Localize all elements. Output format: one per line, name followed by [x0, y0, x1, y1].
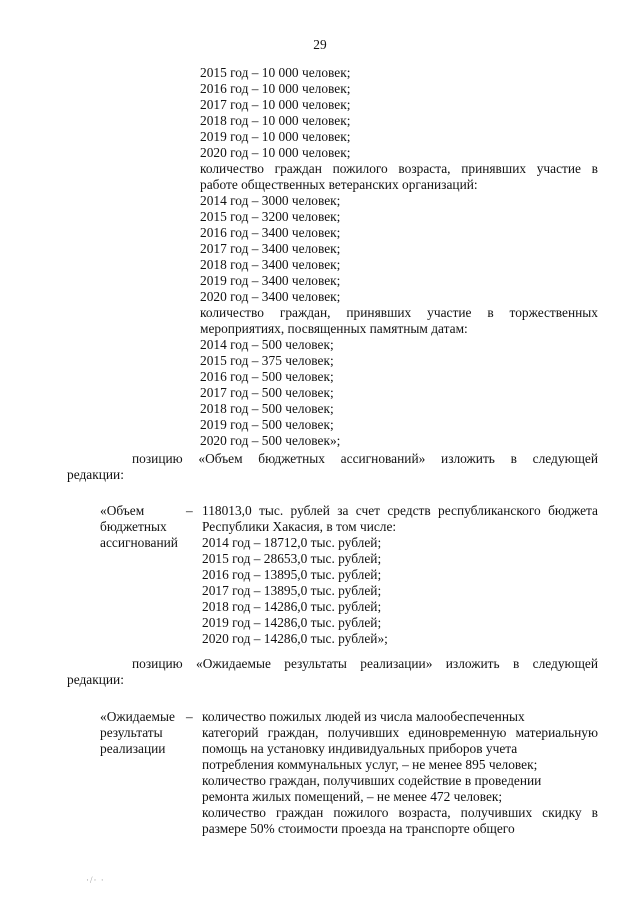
list-item: 2018 год – 500 человек; [200, 401, 334, 416]
table-dash: – [186, 709, 193, 724]
content-line: количество граждан пожилого возраста, получивших скидку в [202, 805, 598, 820]
label-line: «Ожидаемые [100, 709, 175, 724]
list-item: 2015 год – 3200 человек; [200, 209, 341, 224]
paragraph-line: редакции: [67, 467, 124, 482]
list-item: 2016 год – 500 человек; [200, 369, 334, 384]
list-item: 2017 год – 3400 человек; [200, 241, 341, 256]
paragraph-line: количество граждан пожилого возраста, принявших участие в [200, 161, 598, 176]
list-item: 2015 год – 375 человек; [200, 353, 334, 368]
content-line: 2019 год – 14286,0 тыс. рублей; [202, 615, 382, 630]
list-item: 2019 год – 500 человек; [200, 417, 334, 432]
list-block-3 [200, 305, 598, 449]
label-line: реализации [100, 741, 166, 756]
list-item: 2019 год – 10 000 человек; [200, 129, 351, 144]
content-line: 2020 год – 14286,0 тыс. рублей»; [202, 631, 388, 646]
table-content [202, 503, 598, 647]
paragraph-line: количество граждан, принявших участие в торжественных [200, 305, 598, 320]
page-number: 29 [313, 37, 327, 52]
content-line: потребления коммунальных услуг, – не менее 895 человек; [202, 757, 538, 772]
content-line: категорий граждан, получивших единовременную материальную [202, 725, 598, 740]
label-line: «Объем [100, 503, 145, 518]
label-line: ассигнований [100, 535, 178, 550]
label-line: бюджетных [100, 519, 167, 534]
content-line: 2017 год – 13895,0 тыс. рублей; [202, 583, 382, 598]
content-line: Республики Хакасия, в том числе: [202, 519, 397, 534]
content-line: помощь на установку индивидуальных приборов учета [202, 741, 518, 756]
content-line: ремонта жилых помещений, – не менее 472 человек; [202, 789, 503, 804]
list-item: 2016 год – 3400 человек; [200, 225, 341, 240]
paragraph-line: работе общественных ветеранских организаций: [200, 177, 478, 192]
paragraph-line: мероприятиях, посвященных памятным датам: [200, 321, 468, 336]
content-line: размере 50% стоимости проезда на транспорте общего [202, 821, 515, 836]
list-item: 2017 год – 500 человек; [200, 385, 334, 400]
list-item: 2014 год – 3000 человек; [200, 193, 341, 208]
content-line: количество граждан, получивших содействие в проведении [202, 773, 542, 788]
content-line: 118013,0 тыс. рублей за счет средств республиканского бюджета [202, 503, 598, 518]
content-line: 2014 год – 18712,0 тыс. рублей; [202, 535, 382, 550]
paragraph-line: редакции: [67, 672, 124, 687]
list-item: 2014 год – 500 человек; [200, 337, 334, 352]
table-label [100, 709, 180, 757]
list-item: 2020 год – 500 человек»; [200, 433, 341, 448]
list-item: 2015 год – 10 000 человек; [200, 65, 351, 80]
table-dash: – [186, 503, 193, 518]
table-content [202, 709, 598, 837]
label-line: результаты [100, 725, 163, 740]
list-item: 2020 год – 10 000 человек; [200, 145, 351, 160]
content-line: 2018 год – 14286,0 тыс. рублей; [202, 599, 382, 614]
list-item: 2020 год – 3400 человек; [200, 289, 341, 304]
list-block-2 [200, 161, 598, 305]
paragraph-line: позицию «Ожидаемые результаты реализации» изложить в следующей [132, 656, 598, 671]
list-block-1 [200, 65, 598, 161]
list-item: 2017 год – 10 000 человек; [200, 97, 351, 112]
table-label [100, 503, 180, 551]
list-item: 2016 год – 10 000 человек; [200, 81, 351, 96]
footer-mark: ·/· · [86, 875, 105, 885]
list-item: 2018 год – 10 000 человек; [200, 113, 351, 128]
list-item: 2018 год – 3400 человек; [200, 257, 341, 272]
list-item: 2019 год – 3400 человек; [200, 273, 341, 288]
paragraph-line: позицию «Объем бюджетных ассигнований» изложить в следующей [132, 451, 598, 466]
content-line: 2016 год – 13895,0 тыс. рублей; [202, 567, 382, 582]
content-line: количество пожилых людей из числа малообеспеченных [202, 709, 525, 724]
content-line: 2015 год – 28653,0 тыс. рублей; [202, 551, 382, 566]
